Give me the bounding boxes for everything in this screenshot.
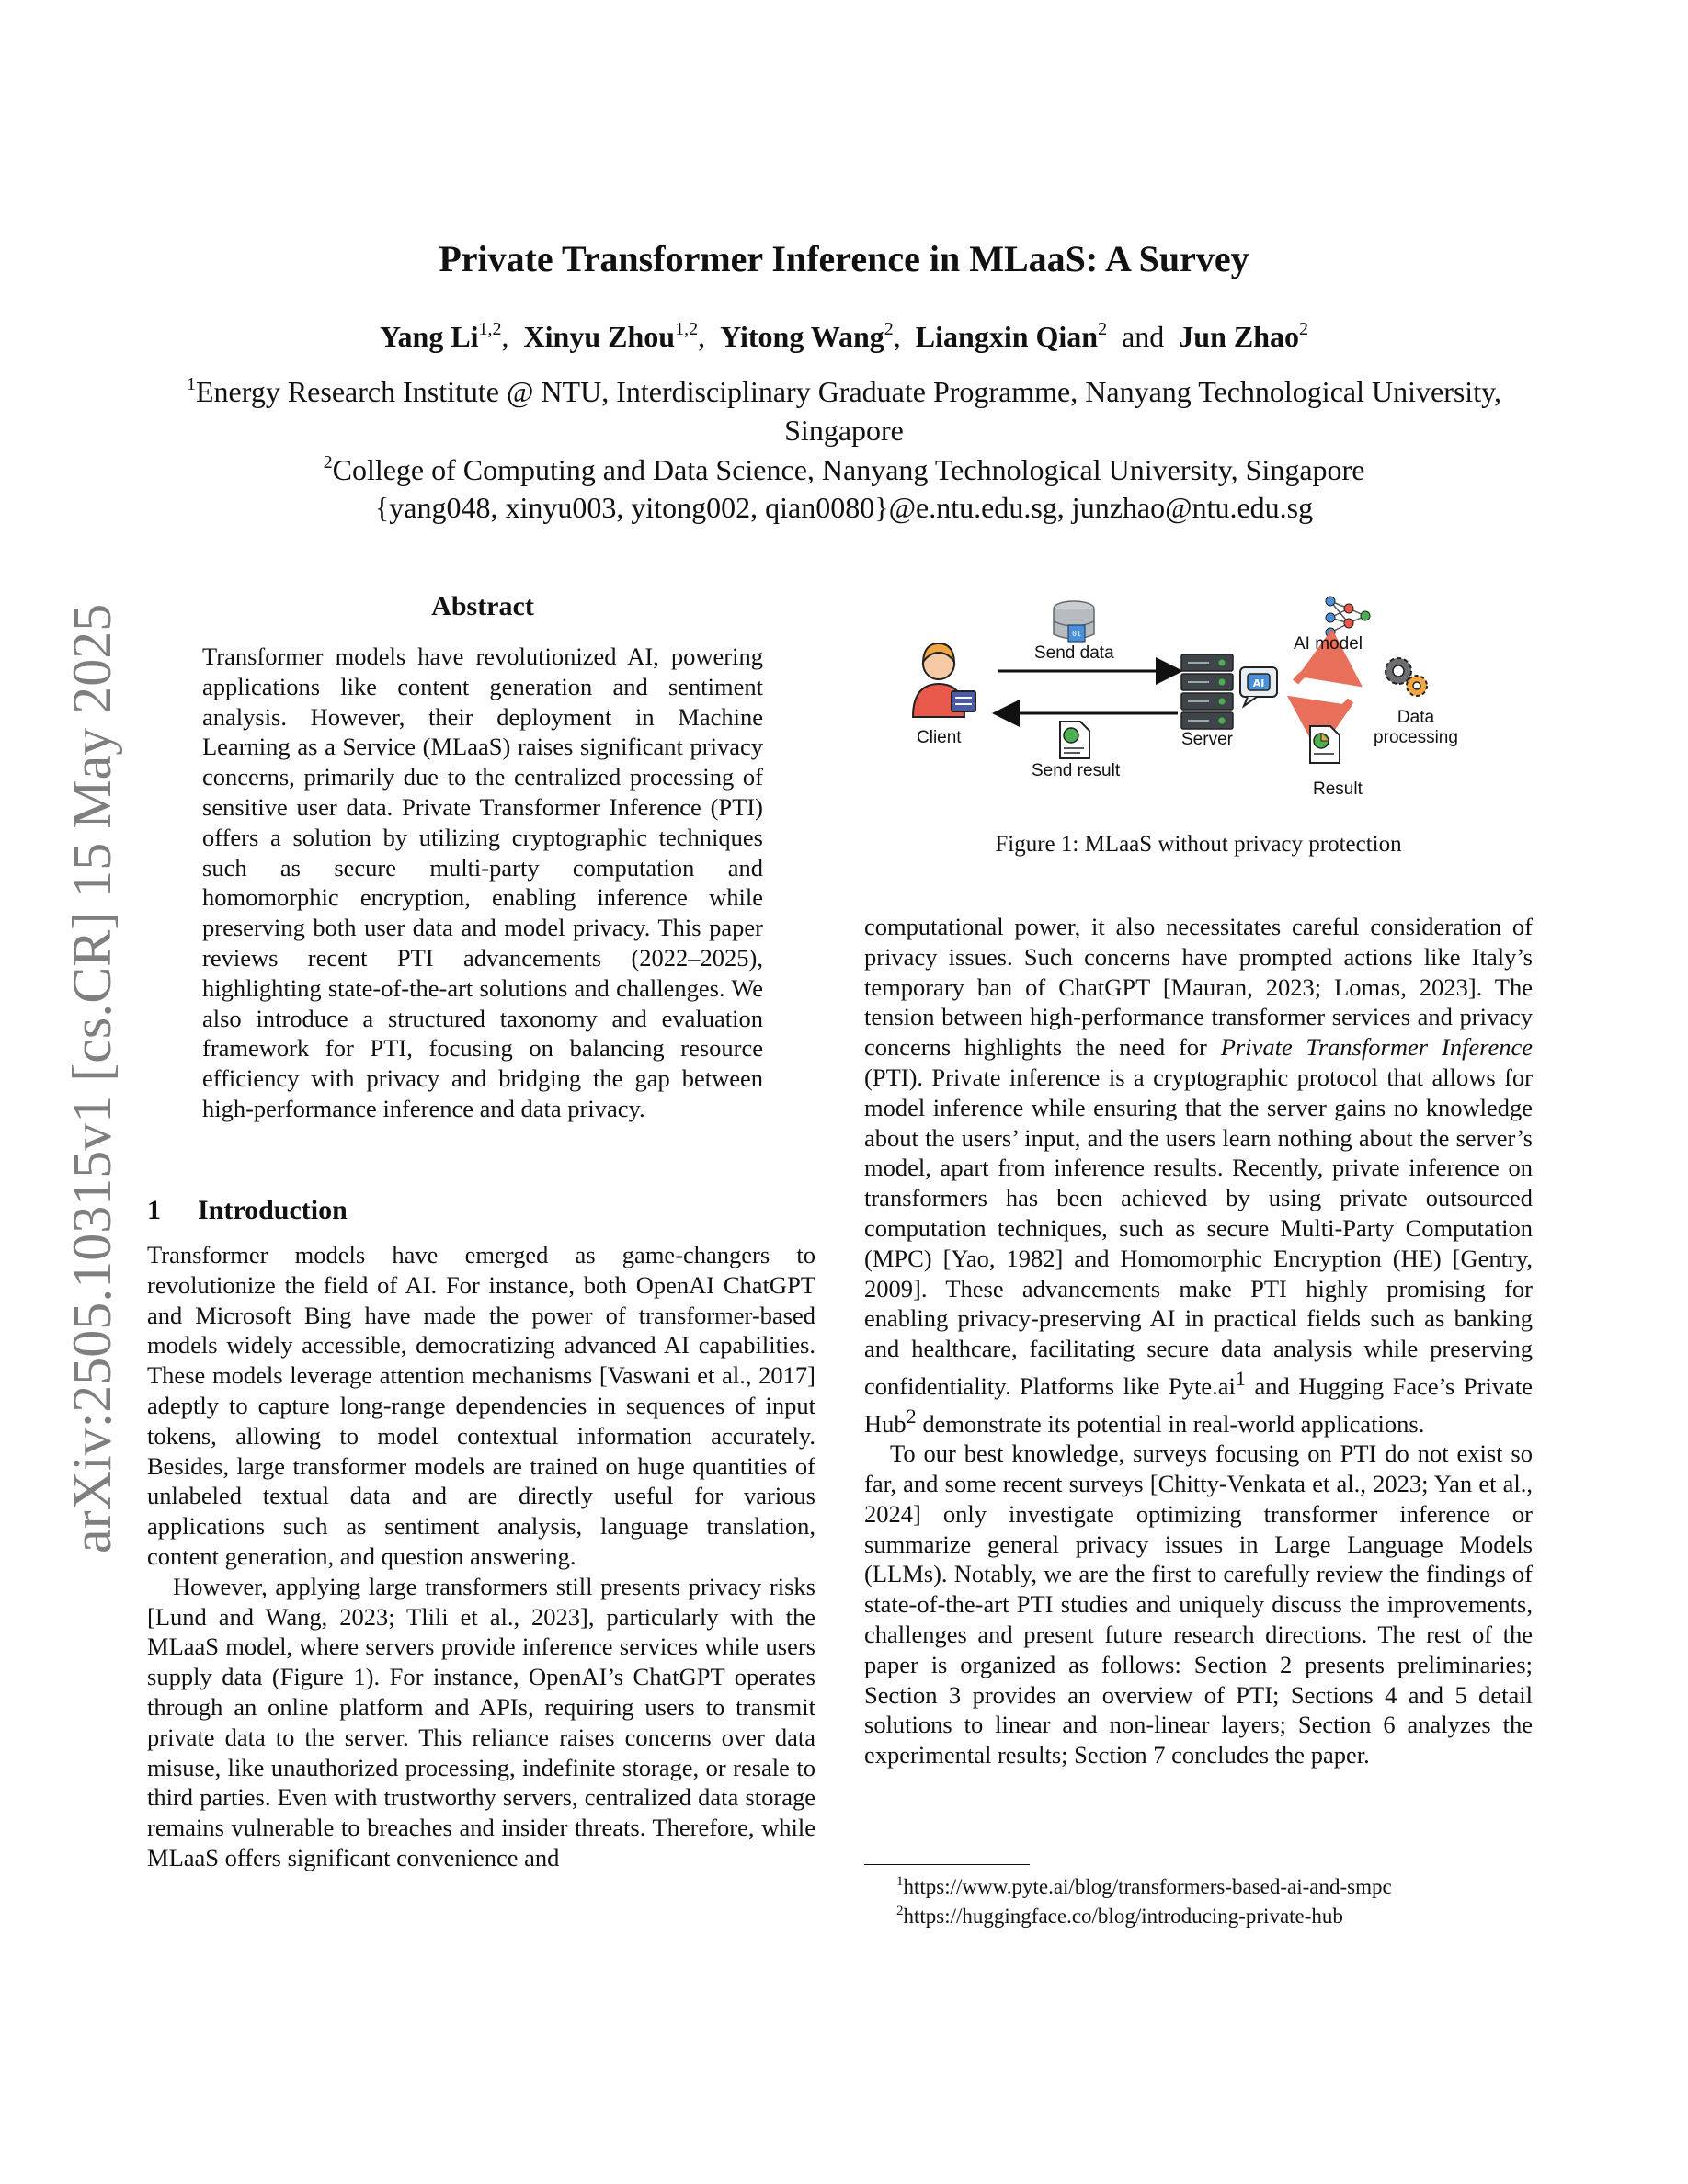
text-run: and Hugging Face’s Private Hub <box>864 1371 1534 1438</box>
author-and: and <box>1122 320 1165 353</box>
ai-badge-text: AI <box>1252 677 1265 689</box>
author-name: Yitong Wang <box>720 320 884 353</box>
label-client: Client <box>917 728 962 747</box>
result-chart-icon <box>1310 726 1340 763</box>
author-separator: , <box>501 320 509 353</box>
cycle-arrow-top-icon <box>1295 667 1351 682</box>
author-affiliation-mark: 2 <box>1299 319 1309 339</box>
paragraph: Transformer models have emerged as game-changers to revolutionize the field of AI. For instance, both OpenAI ChatGPT and Microsoft Bing have made the power of transformer-based models widely accessible, democratizing advanced AI capabilities. These models leverage attention mechanisms [Vaswani et al., 2017] adeptly to capture long-range dependencies in sequences of input tokens, allowing to model contextual information accurately. Besides, large transformer models are trained on huge quantities of unlabeled textual data and are directly useful for various applications such as sentiment analysis, language translation, content generation, and question answering. <box>147 1241 815 1570</box>
paragraph: To our best knowledge, surveys focusing on PTI do not exist so far, and some recent surveys [Chitty-Venkata et al., 2023; Yan et al., 2024] only investigate optimizing transformer inference or summarize general privacy issues in Large Language Models (LLMs). Notably, we are the first to carefully review the findings of state-of-the-art PTI studies and uniquely discuss the improvements, challenges and present future research directions. The rest of the paper is organized as follows: Section 2 presents preliminaries; Section 3 provides an overview of PTI; Sections 4 and 5 detail solutions to linear and non-linear layers; Section 6 analyzes the experimental results; Section 7 concludes the paper. <box>864 1439 1533 1769</box>
section-number: 1 <box>147 1195 161 1225</box>
text-run: (PTI). Private inference is a cryptographic protocol that allows for model inference while ensuring that the server gains no knowledge about the users’ input, and the users learn nothing about the server’s model, apart from inference results. Recently, private inference on transformers has been achieved by using private outsourced computation techniques, such as secure Multi-Party Computation (MPC) [Yao, 1982] and Homomorphic Encryption (HE) [Gentry, 2009]. These advancements make PTI highly promising for enabling privacy-preserving AI in practical fields such as banking and healthcare, facilitating secure data analysis while preserving confidentiality. Platforms like Pyte.ai <box>864 1063 1533 1400</box>
footnote-mark: 2 <box>896 1904 904 1918</box>
paragraph: However, applying large transformers still presents privacy risks [Lund and Wang, 2023; Tlili et al., 2023], particularly with the MLaaS model, where servers provide inference services while users supply data (Figure 1). For instance, OpenAI’s ChatGPT operates through an online platform and APIs, requiring users to transmit private data to the server. This reliance raises concerns over data misuse, like unauthorized processing, indefinite storage, or resale to third parties. Even with trustworthy servers, centralized data storage remains vulnerable to breaches and insider threats. Therefore, while MLaaS offers significant convenience and <box>147 1572 815 1871</box>
footnote-mark: 1 <box>896 1874 904 1889</box>
affiliation-mark: 2 <box>323 452 333 472</box>
emphasis-term: Private Transformer Inference <box>1220 1033 1533 1062</box>
affiliation-text: College of Computing and Data Science, Nanyang Technological University, Singapore <box>332 453 1365 486</box>
cycle-arrow-bottom-icon <box>1299 700 1351 714</box>
paper-title: Private Transformer Inference in MLaaS: A Survey <box>439 238 1249 279</box>
affiliation-mark: 1 <box>187 374 196 394</box>
footnote-ref[interactable]: 2 <box>906 1404 917 1428</box>
server-icon <box>1181 654 1233 729</box>
author-name: Xinyu Zhou <box>523 320 676 353</box>
author-emails: {yang048, xinyu003, yitong002, qian0080}@e.ntu.edu.sg, junzhao@ntu.edu.sg <box>374 491 1314 524</box>
neural-network-icon <box>1326 597 1370 637</box>
footnote-2 <box>896 1905 1343 1928</box>
figure-1 <box>906 588 1494 809</box>
footnote-link[interactable]: https://www.pyte.ai/blog/transformers-based-ai-and-smpc <box>903 1875 1392 1898</box>
author-name: Jun Zhao <box>1179 320 1300 353</box>
database-icon <box>1054 601 1094 642</box>
section-title: Introduction <box>198 1195 348 1225</box>
section-heading <box>147 1195 348 1226</box>
label-server: Server <box>1181 730 1233 749</box>
label-send-result: Send result <box>1032 761 1121 780</box>
gears-icon <box>1386 658 1427 696</box>
affiliation-1 <box>165 372 1523 449</box>
right-column-text <box>864 912 1533 1770</box>
footnote-1 <box>896 1875 1392 1899</box>
client-icon <box>913 643 975 717</box>
text-run: demonstrate its potential in real-world applications. <box>922 1409 1425 1438</box>
figure-1-graphic <box>906 588 1494 809</box>
paragraph <box>864 912 1533 1439</box>
label-data-processing: Data processing <box>1374 708 1458 747</box>
arxiv-identifier-stamp: arXiv:2505.10315v1 [cs.CR] 15 May 2025 <box>62 603 122 1553</box>
author-name: Yang Li <box>379 320 479 353</box>
abstract-body: Transformer models have revolutionized AI, powering applications like content generation and sentiment analysis. However, their deployment in Machine Learning as a Service (MLaaS) raises significant privacy concerns, primarily due to the centralized processing of sensitive user data. Private Transformer Inference (PTI) offers a solution by utilizing cryptographic techniques such as secure multi-party computation and homomorphic encryption, enabling inference while preserving both user data and model privacy. This paper reviews recent PTI advancements (2022–2025), highlighting state-of-the-art solutions and challenges. We also introduce a structured taxonomy and evaluation framework for PTI, focusing on balancing resource efficiency with privacy and bridging the gap between high-performance inference and data privacy. <box>202 643 763 1122</box>
label-ai-model: AI model <box>1294 634 1363 654</box>
label-send-data: Send data <box>1034 643 1114 663</box>
author-separator: , <box>698 320 706 353</box>
footnote-link[interactable]: https://huggingface.co/blog/introducing-private-hub <box>903 1905 1343 1928</box>
abstract-heading: Abstract <box>431 591 534 621</box>
footnote-divider <box>864 1864 1030 1865</box>
author-name: Liangxin Qian <box>915 320 1099 353</box>
author-list <box>0 320 1688 354</box>
footnote-ref[interactable]: 1 <box>1235 1366 1246 1390</box>
affiliation-text: Energy Research Institute @ NTU, Interdisciplinary Graduate Programme, Nanyang Technological University, Singapore <box>196 375 1501 447</box>
result-document-icon <box>1060 722 1089 758</box>
figure-1-caption: Figure 1: MLaaS without privacy protection <box>995 832 1402 857</box>
svg-text:01: 01 <box>1072 630 1081 638</box>
affiliation-2 <box>165 450 1523 489</box>
label-result: Result <box>1313 779 1363 799</box>
author-affiliation-mark: 1,2 <box>675 319 699 339</box>
text-run: computational power, it also necessitates careful consideration of privacy issues. Such concerns have prompted actions like Italy’s temporary ban of ChatGPT [Mauran, 2023; Lomas, 2023]. The tension between high-performance transformer services and privacy concerns highlights the need for <box>864 913 1533 1062</box>
left-column-text <box>147 1240 815 1873</box>
author-affiliation-mark: 2 <box>884 319 894 339</box>
author-separator: , <box>893 320 901 353</box>
author-affiliation-mark: 2 <box>1098 319 1108 339</box>
author-affiliation-mark: 1,2 <box>478 319 502 339</box>
